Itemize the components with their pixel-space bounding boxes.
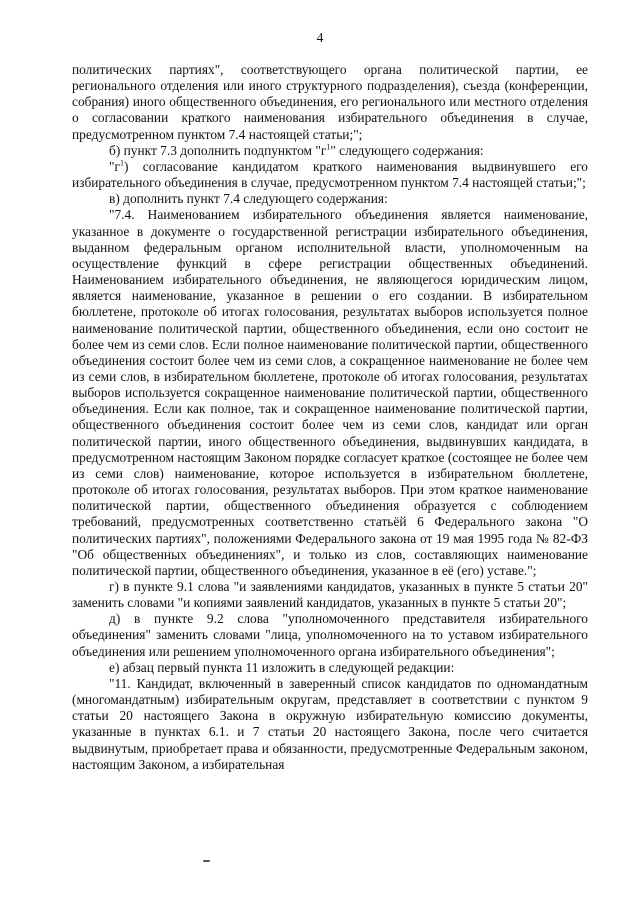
paragraph-subitem-g1 [72, 159, 588, 191]
paragraph-item-v: в) дополнить пункт 7.4 следующего содержания: [109, 191, 388, 207]
paragraph-point-7-4: "7.4. Наименованием избирательного объединения является наименование, указанное в документе о государственной регистрации избирательного объединения, выданном федеральным органом исполнительной власти, уполномоченным на осуществление функций в сфере регистрации общественных объединений. Наименованием избирательного объединения, не являющегося юридическим лицом, является наименование, указанное в решении о его создании. В избирательном бюллетене, протоколе об итогах голосования, результатах выборов используется полное наименование политической партии, общественного объединения, если оно состоит не более чем из семи слов. Если полное наименование политической партии, общественного объединения состоит более чем из семи слов, а сокращенное наименование не более чем из семи слов, в избирательном бюллетене, протоколе об итогах голосования, результатах выборов используется сокращенное наименование политической партии, общественного объединения. Если как полное, так и сокращенное наименование политической партии, общественного объединения состоит более чем из семи слов, кандидат или орган политической партии, иного общественного объединения, выдвинувших кандидата, в предусмотренном настоящим Законом порядке согласует краткое (состоящее не более чем из семи слов) наименование, которое используется в избирательном бюллетене, протоколе об итогах голосования, результатах выборов. При этом краткое наименование политической партии, общественного объединения образуется с соблюдением требований, предусмотренных соответственно статьёй 6 Федерального закона "О политических партиях", положениями Федерального закона от 19 мая 1995 года № 82-ФЗ "Об общественных объединениях", и только из слов, составляющих наименование политической партии, общественного объединения, указанное в её (его) уставе."; [72, 207, 588, 578]
paragraph-item-g: г) в пункте 9.1 слова "и заявлениями кандидатов, указанных в пункте 5 статьи 20" заменить словами "и копиями заявлений кандидатов, указанных в пункте 5 статьи 20"; [72, 579, 588, 611]
page-number: 4 [316, 30, 324, 45]
scan-speck [203, 860, 210, 862]
paragraph-item-e: е) абзац первый пункта 11 изложить в следующей редакции: [109, 659, 455, 675]
superscript-index: 1 [119, 158, 124, 168]
paragraph-continuation: политических партиях", соответствующего органа политической партии, ее регионального отделения или иного структурного подразделения), съезда (конференции, собрания) иного общественного объединения, его регионального или местного отделения о согласовании краткого наименования избирательного объединения в случае, предусмотренном пунктом 7.4 настоящей статьи;"; [72, 62, 588, 142]
document-body [72, 62, 588, 773]
paragraph-item-b-text-end: " следующего содержания: [330, 142, 484, 158]
paragraph-item-d: д) в пункте 9.2 слова "уполномоченного представителя избирательного объединения" заменить словами "лица, уполномоченного на то уставом избирательного объединения или решением уполномоченного органа избирательного объединения"; [72, 611, 588, 659]
paragraph-subitem-g1-text-end: ) согласование кандидатом краткого наименования выдвинувшего его избирательного объединения в случае, предусмотренном пунктом 7.4 настоящей статьи;"; [72, 158, 588, 191]
paragraph-item-b [72, 143, 588, 159]
paragraph-point-11: "11. Кандидат, включенный в заверенный список кандидатов по одномандатным (многомандатным) избирательным округам, представляет в соответствии с пунктом 9 статьи 20 настоящего Закона в окружную избирательную комиссию документы, указанные в пунктах 6.1. и 7 статьи 20 настоящего Закона, после чего считается выдвинутым, приобретает права и обязанности, предусмотренные Федеральным законом, настоящим Законом, а избирательная [72, 675, 588, 772]
paragraph-item-b-text: б) пункт 7.3 дополнить подпунктом "г [109, 142, 327, 158]
superscript-index: 1 [326, 142, 331, 152]
paragraph-subitem-g1-text: "г [109, 158, 120, 174]
